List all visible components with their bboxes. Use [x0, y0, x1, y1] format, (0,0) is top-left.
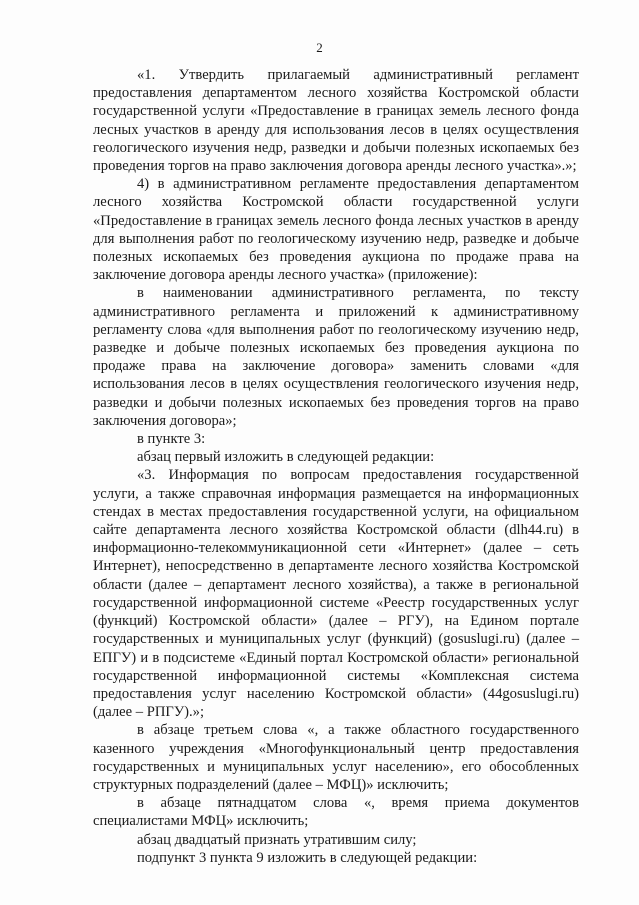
paragraph-fifteenth-abzac: в абзаце пятнадцатом слова «, время приема документов специалистами МФЦ» исключить; [93, 795, 579, 830]
paragraph-in-clause-3: в пункте 3: [137, 431, 206, 448]
paragraph-subclause-3: подпункт 3 пункта 9 изложить в следующей редакции: [137, 849, 478, 866]
paragraph-twentieth-abzac: абзац двадцатый признать утратившим силу; [137, 831, 417, 848]
page-number: 2 [316, 40, 323, 55]
paragraph-item-4: 4) в административном регламенте предоставления департаментом лесного хозяйства Костромской области государственной услуги «Предоставление в границах земель лесного фонда лесных участков в аренду для выполнения работ по геологическому изучению недр, разведке и добыче полезных ископаемых без проведения аукциона по продаже права на заключение договора аренды лесного участка» (приложение): [93, 176, 579, 284]
document-body [93, 66, 579, 867]
paragraph-clause-3-text: «3. Информация по вопросам предоставления государственной услуги, а также справочная информация размещается на информационных стендах в местах предоставления государственной услуги, на официальном сайте департамента лесного хозяйства Костромской области (dlh44.ru) в информационно-телекоммуникационной сети «Интернет» (далее – сеть Интернет), непосредственно в департаменте лесного хозяйства Костромской области (далее – департамент лесного хозяйства), а также в региональной государственной информационной системе «Реестр государственных услуг (функций) Костромской области» (далее – РГУ), на Едином портале государственных и муниципальных услуг (функций) (gosuslugi.ru) (далее – ЕПГУ) и в подсистеме «Единый портал Костромской области» региональной государственной информационной системы «Комплексная система предоставления услуг населению Костромской области» (44gosuslugi.ru) (далее – РПГУ).»; [93, 467, 579, 721]
paragraph-third-abzac: в абзаце третьем слова «, а также областного государственного казенного учреждения «Многофункциональный центр предоставления государственных и муниципальных услуг населению», его обособленных структурных подразделений (далее – МФЦ)» исключить; [93, 722, 579, 793]
paragraph-title-replacement: в наименовании административного регламента, по тексту административного регламента и приложений к административному регламенту слова «для выполнения работ по геологическому изучению недр, разведке и добыче полезных ископаемых без проведения аукциона по продаже права на заключение договора» заменить словами «для использования лесов в целях осуществления геологического изучения недр, разведки и добычи полезных ископаемых без проведения торгов на право заключения договора»; [93, 285, 579, 429]
paragraph-approve-regulation: «1. Утвердить прилагаемый административный регламент предоставления департаментом лесного хозяйства Костромской области государственной услуги «Предоставление в границах земель лесного фонда лесных участков в аренду для использования лесов в целях осуществления геологического изучения недр, разведки и добычи полезных ископаемых без проведения торгов на право заключения договора аренды лесного участка».»; [93, 67, 579, 175]
paragraph-first-abzac: абзац первый изложить в следующей редакции: [137, 449, 435, 466]
